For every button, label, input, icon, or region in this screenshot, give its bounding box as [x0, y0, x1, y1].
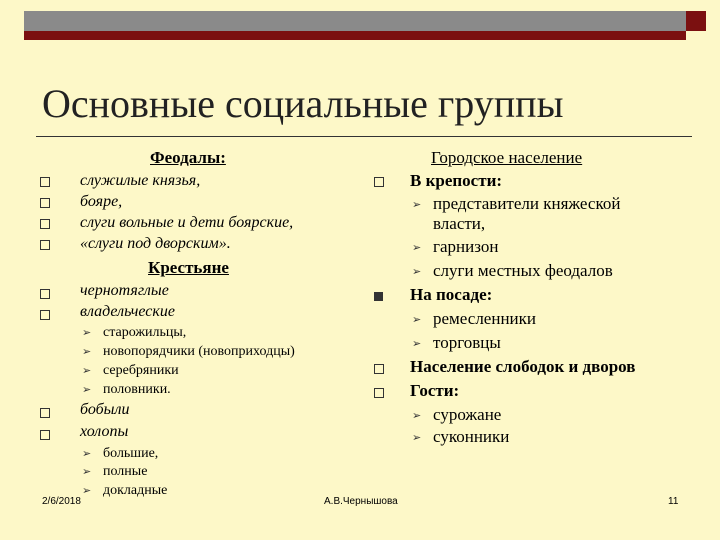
- bullet-square-icon: [40, 177, 50, 187]
- sub-list-item: торговцы: [433, 333, 501, 352]
- corner-square: [686, 11, 706, 31]
- title-divider: [36, 136, 692, 137]
- bullet-square-icon: [40, 430, 50, 440]
- footer-author: А.В.Чернышова: [324, 496, 398, 507]
- sub-list-item: докладные: [103, 483, 168, 498]
- sub-list-item: суконники: [433, 427, 510, 446]
- arrow-bullet-icon: ➢: [412, 337, 422, 350]
- bullet-square-icon: [40, 289, 50, 299]
- sub-list-item: представители княжеской: [433, 194, 621, 213]
- bullet-square-icon: [374, 292, 383, 301]
- arrow-bullet-icon: ➢: [412, 198, 422, 211]
- heading-urban: Городское население: [431, 148, 583, 167]
- heading-peasants: Крестьяне: [148, 258, 229, 277]
- heading-feudals: Феодалы:: [150, 148, 226, 167]
- bullet-square-icon: [40, 310, 50, 320]
- list-item: В крепости:: [410, 171, 503, 190]
- bullet-square-icon: [40, 408, 50, 418]
- bullet-square-icon: [374, 388, 384, 398]
- arrow-bullet-icon: ➢: [412, 409, 422, 422]
- list-item: чернотяглые: [80, 282, 169, 299]
- arrow-bullet-icon: ➢: [82, 447, 92, 460]
- list-item: холопы: [80, 423, 129, 440]
- sub-list-item: новопорядчики (новоприходцы): [103, 344, 295, 359]
- bullet-square-icon: [40, 219, 50, 229]
- sub-list-item: половники.: [103, 382, 171, 397]
- slide-title: Основные социальные группы: [42, 81, 564, 126]
- bullet-square-icon: [40, 240, 50, 250]
- page-number: 11: [668, 496, 679, 507]
- list-item: Население слободок и дворов: [410, 357, 636, 376]
- arrow-bullet-icon: ➢: [82, 465, 92, 478]
- sub-list-item: старожильцы,: [103, 325, 187, 340]
- sub-list-item: серебряники: [103, 363, 179, 378]
- top-bar-red: [24, 31, 686, 40]
- sub-list-item: большие,: [103, 446, 159, 461]
- sub-list-item: ремесленники: [433, 309, 536, 328]
- sub-list-item: власти,: [433, 214, 486, 233]
- arrow-bullet-icon: ➢: [82, 345, 92, 358]
- arrow-bullet-icon: ➢: [412, 265, 422, 278]
- arrow-bullet-icon: ➢: [412, 241, 422, 254]
- list-item: бобыли: [80, 401, 130, 418]
- arrow-bullet-icon: ➢: [82, 383, 92, 396]
- list-item: слуги вольные и дети боярские,: [80, 214, 294, 231]
- top-bar-grey: [24, 11, 686, 31]
- list-item: На посаде:: [410, 285, 493, 304]
- arrow-bullet-icon: ➢: [82, 484, 92, 497]
- arrow-bullet-icon: ➢: [412, 313, 422, 326]
- bullet-square-icon: [374, 364, 384, 374]
- bullet-square-icon: [40, 198, 50, 208]
- footer-date: 2/6/2018: [42, 496, 81, 507]
- sub-list-item: гарнизон: [433, 237, 499, 256]
- arrow-bullet-icon: ➢: [412, 431, 422, 444]
- bullet-square-icon: [374, 177, 384, 187]
- sub-list-item: полные: [103, 464, 148, 479]
- arrow-bullet-icon: ➢: [82, 364, 92, 377]
- arrow-bullet-icon: ➢: [82, 326, 92, 339]
- list-item: владельческие: [80, 303, 175, 320]
- list-item: «слуги под дворским».: [80, 235, 231, 252]
- sub-list-item: сурожане: [433, 405, 502, 424]
- sub-list-item: слуги местных феодалов: [433, 261, 613, 280]
- list-item: служилые князья,: [80, 172, 201, 189]
- list-item: Гости:: [410, 381, 460, 400]
- list-item: бояре,: [80, 193, 123, 210]
